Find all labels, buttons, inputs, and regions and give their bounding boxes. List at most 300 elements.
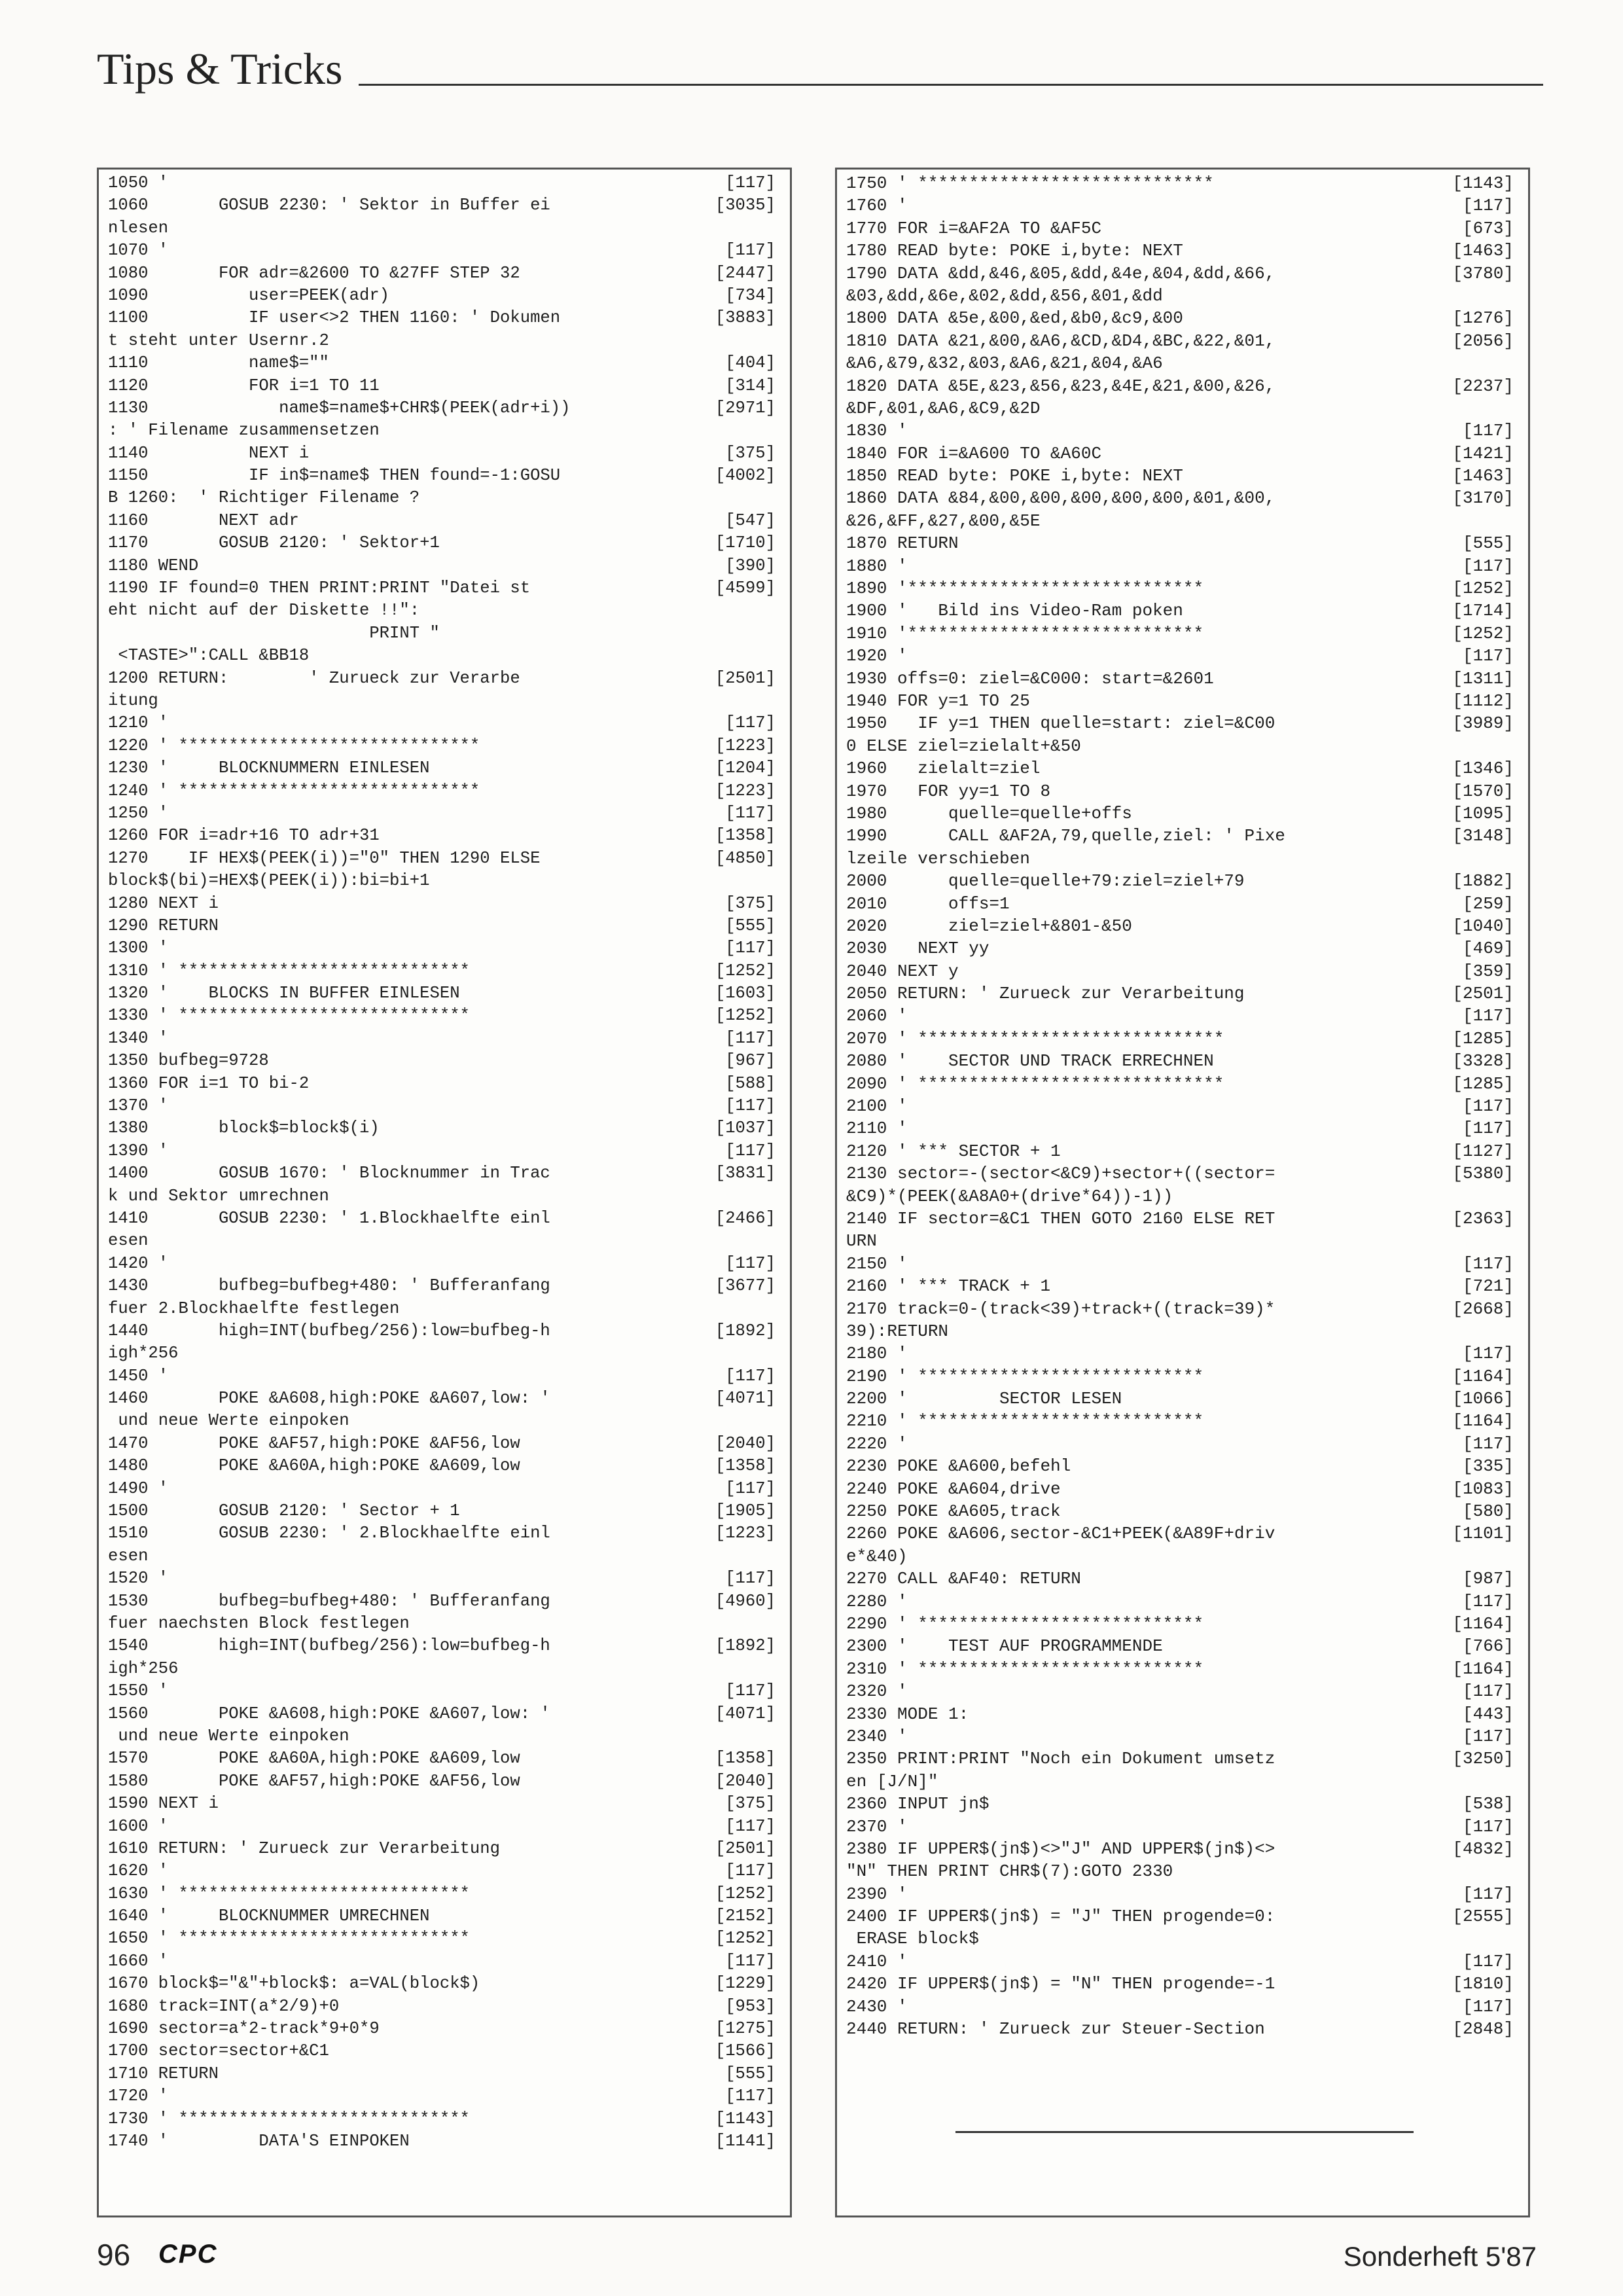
code-line (846, 1793, 1519, 1815)
code-text: 1350 bufbeg=9728 (108, 1051, 269, 1071)
checksum: [2040] (715, 1771, 776, 1791)
code-line (846, 577, 1519, 600)
checksum: [2152] (715, 1907, 776, 1926)
code-text: 1340 ' (108, 1028, 169, 1048)
code-line (846, 1635, 1519, 1657)
code-text: 1410 GOSUB 2230: ' 1.Blockhaelfte einl (108, 1208, 550, 1228)
code-text: 1710 RETURN (108, 2064, 219, 2083)
checksum: [117] (1462, 421, 1514, 441)
code-text: 1150 IF in$=name$ THEN found=-1:GOSU (108, 466, 561, 486)
listing-column-right (835, 168, 1530, 2217)
checksum: [117] (725, 1141, 776, 1160)
code-text: 1760 ' (846, 196, 908, 216)
code-line (846, 1275, 1519, 1297)
code-line (108, 1793, 781, 1815)
checksum: [2363] (1452, 1208, 1514, 1229)
code-line (108, 285, 781, 307)
code-line (108, 1816, 781, 1838)
checksum: [1463] (1452, 466, 1514, 486)
code-line (108, 1725, 781, 1748)
code-text: 1130 name$=name$+CHR$(PEEK(adr+i)) (108, 398, 571, 418)
code-line (846, 1140, 1519, 1162)
code-text: 2100 ' (846, 1096, 908, 1117)
code-text: 1700 sector=sector+&C1 (108, 2041, 329, 2061)
code-text: 2020 ziel=ziel+&801-&50 (846, 916, 1132, 936)
code-line (846, 1410, 1519, 1432)
checksum: [2501] (1452, 984, 1514, 1004)
code-text: 1640 ' BLOCKNUMMER UMRECHNEN (108, 1907, 430, 1926)
code-text: &03,&dd,&6e,&02,&dd,&56,&01,&dd (846, 285, 1163, 306)
code-text: 1510 GOSUB 2230: ' 2.Blockhaelfte einl (108, 1524, 550, 1543)
code-line (108, 1095, 781, 1117)
code-line (108, 1028, 781, 1050)
code-text: 1730 ' ***************************** (108, 2109, 470, 2128)
code-text: esen (108, 1546, 149, 1566)
code-line (846, 735, 1519, 757)
code-line (846, 1320, 1519, 1342)
code-line (846, 1973, 1519, 1995)
checksum: [117] (1462, 1951, 1514, 1971)
code-line (108, 1928, 781, 1950)
code-line (846, 1253, 1519, 1275)
checksum: [1603] (715, 984, 776, 1003)
code-text: 1200 RETURN: ' Zurueck zur Verarbe (108, 668, 520, 688)
code-line (846, 262, 1519, 285)
code-line (846, 1073, 1519, 1095)
code-line (108, 1388, 781, 1410)
checksum: [1346] (1452, 759, 1514, 779)
code-line (108, 1590, 781, 1613)
checksum: [2466] (715, 1208, 776, 1228)
checksum: [1463] (1452, 241, 1514, 261)
checksum: [117] (1462, 1344, 1514, 1364)
checksum: [375] (725, 893, 776, 913)
magazine-logo: CPC (158, 2240, 218, 2269)
checksum: [3328] (1452, 1051, 1514, 1071)
checksum: [1252] (1452, 579, 1514, 599)
checksum: [1276] (1452, 308, 1514, 329)
checksum: [1252] (715, 1929, 776, 1948)
code-line (846, 307, 1519, 329)
checksum: [1905] (715, 1501, 776, 1521)
code-text: 1220 ' ****************************** (108, 736, 480, 755)
code-line (108, 1996, 781, 2018)
checksum: [117] (1462, 1433, 1514, 1454)
checksum: [538] (1462, 1794, 1514, 1814)
code-line (108, 1680, 781, 1702)
code-line (846, 1996, 1519, 2018)
checksum: [1252] (715, 1006, 776, 1026)
code-line (108, 757, 781, 780)
code-line (108, 982, 781, 1005)
code-text: 2210 ' **************************** (846, 1411, 1204, 1431)
code-text: e*&40) (846, 1546, 908, 1566)
code-line (108, 1275, 781, 1297)
checksum: [1892] (715, 1636, 776, 1656)
checksum: [555] (1462, 533, 1514, 554)
code-text: und neue Werte einpoken (108, 1411, 349, 1431)
code-text: 2080 ' SECTOR UND TRACK ERRECHNEN (846, 1051, 1214, 1071)
checksum: [117] (725, 241, 776, 260)
code-text: 1860 DATA &84,&00,&00,&00,&00,&00,&01,&00, (846, 488, 1275, 509)
checksum: [117] (725, 1028, 776, 1048)
code-text: 1120 FOR i=1 TO 11 (108, 376, 380, 395)
checksum: [4832] (1452, 1839, 1514, 1859)
checksum: [3250] (1452, 1749, 1514, 1769)
code-line (108, 1635, 781, 1657)
code-text: 1480 POKE &A60A,high:POKE &A609,low (108, 1456, 520, 1476)
code-text: eht nicht auf der Diskette !!": (108, 601, 420, 620)
code-line (846, 848, 1519, 870)
code-line (108, 1478, 781, 1500)
code-line (108, 600, 781, 622)
checksum: [1143] (715, 2109, 776, 2128)
code-text: fuer 2.Blockhaelfte festlegen (108, 1299, 400, 1318)
code-text: 1960 zielalt=ziel (846, 759, 1041, 779)
checksum: [2848] (1452, 2019, 1514, 2039)
code-line (108, 735, 781, 757)
code-line (108, 330, 781, 352)
code-line (846, 802, 1519, 825)
code-line (108, 2063, 781, 2085)
code-line (846, 1478, 1519, 1500)
code-line (846, 690, 1519, 712)
checksum: [1143] (1452, 173, 1514, 193)
code-text: igh*256 (108, 1659, 179, 1678)
checksum: [117] (725, 173, 776, 192)
checksum: [1066] (1452, 1389, 1514, 1409)
checksum: [1882] (1452, 871, 1514, 891)
listing-column-left (97, 168, 792, 2217)
checksum: [1421] (1452, 443, 1514, 463)
code-line (846, 1860, 1519, 1882)
code-text: 1210 ' (108, 713, 169, 733)
code-text: 1880 ' (846, 556, 908, 576)
checksum: [2056] (1452, 331, 1514, 351)
checksum: [4002] (715, 466, 776, 486)
code-line (846, 937, 1519, 960)
checksum: [117] (725, 1096, 776, 1116)
code-text: 1100 IF user<>2 THEN 1160: ' Dokumen (108, 308, 561, 328)
code-line (108, 960, 781, 982)
code-text: lzeile verschieben (846, 848, 1030, 869)
code-line (108, 375, 781, 397)
checksum: [2237] (1452, 376, 1514, 396)
code-line (846, 1883, 1519, 1905)
checksum: [404] (725, 353, 776, 373)
code-line (108, 2108, 781, 2130)
code-text: 1940 FOR y=1 TO 25 (846, 691, 1030, 711)
code-text: 1080 FOR adr=&2600 TO &27FF STEP 32 (108, 263, 520, 283)
checksum: [117] (725, 1366, 776, 1386)
code-line (846, 1905, 1519, 1928)
checksum: [117] (1462, 1253, 1514, 1274)
code-line (846, 668, 1519, 690)
code-text: 1280 NEXT i (108, 893, 219, 913)
checksum: [1101] (1452, 1524, 1514, 1544)
code-text: 1310 ' ***************************** (108, 961, 470, 980)
code-text: 2340 ' (846, 1726, 908, 1746)
code-text: 2220 ' (846, 1433, 908, 1454)
checksum: [734] (725, 285, 776, 305)
checksum: [2668] (1452, 1299, 1514, 1319)
code-line (846, 622, 1519, 645)
code-line (108, 2018, 781, 2040)
code-text: &DF,&01,&A6,&C9,&2D (846, 398, 1041, 418)
code-line (846, 960, 1519, 982)
code-line (846, 893, 1519, 915)
code-line (108, 555, 781, 577)
code-text: B 1260: ' Richtiger Filename ? (108, 488, 420, 508)
code-text: 2190 ' **************************** (846, 1366, 1204, 1386)
code-text: 1870 RETURN (846, 533, 959, 554)
checksum: [117] (725, 939, 776, 958)
code-text: 2400 IF UPPER$(jn$) = "J" THEN progende=0: (846, 1907, 1275, 1927)
code-text: 2070 ' ****************************** (846, 1028, 1224, 1049)
code-text: 1520 ' (108, 1569, 169, 1588)
code-line (846, 1590, 1519, 1613)
code-line (108, 1522, 781, 1545)
code-line (846, 1208, 1519, 1230)
code-text: 2120 ' *** SECTOR + 1 (846, 1141, 1061, 1161)
code-line (846, 1298, 1519, 1320)
code-line (108, 1320, 781, 1342)
code-line (108, 2130, 781, 2153)
code-line (108, 1883, 781, 1905)
checksum: [469] (1462, 939, 1514, 959)
code-line (108, 2085, 781, 2108)
header-rule (359, 84, 1543, 86)
checksum: [1223] (715, 736, 776, 755)
code-text: 2330 MODE 1: (846, 1704, 969, 1724)
checksum: [953] (725, 1996, 776, 2016)
code-line (846, 420, 1519, 442)
checksum: [1892] (715, 1321, 776, 1340)
checksum: [2040] (715, 1433, 776, 1453)
checksum: [375] (725, 1794, 776, 1814)
code-line (108, 1365, 781, 1388)
code-text: 2420 IF UPPER$(jn$) = "N" THEN progende=-1 (846, 1974, 1275, 1994)
code-line (846, 172, 1519, 194)
code-line (846, 240, 1519, 262)
code-text: 1780 READ byte: POKE i,byte: NEXT (846, 241, 1183, 261)
checksum: [117] (725, 713, 776, 733)
checksum: [5380] (1452, 1164, 1514, 1184)
code-line (846, 1230, 1519, 1252)
checksum: [1141] (715, 2131, 776, 2151)
code-line (846, 375, 1519, 397)
checksum: [1112] (1452, 691, 1514, 711)
code-line (108, 1613, 781, 1635)
checksum: [1164] (1452, 1366, 1514, 1386)
checksum: [1037] (715, 1119, 776, 1138)
code-text: : ' Filename zusammensetzen (108, 421, 380, 440)
checksum: [3677] (715, 1276, 776, 1296)
code-line (108, 1950, 781, 1973)
code-text: 1290 RETURN (108, 916, 219, 935)
code-text: k und Sektor umrechnen (108, 1186, 329, 1206)
code-text: URN (846, 1231, 877, 1251)
checksum: [967] (725, 1051, 776, 1071)
checksum: [4960] (715, 1591, 776, 1611)
code-text: 1500 GOSUB 2120: ' Sector + 1 (108, 1501, 460, 1521)
code-text: 2350 PRINT:PRINT "Noch ein Dokument umsetz (846, 1749, 1275, 1769)
code-text: 2290 ' **************************** (846, 1614, 1204, 1634)
code-text: 1750 ' ***************************** (846, 173, 1214, 193)
checksum: [2971] (715, 398, 776, 418)
code-line (108, 1658, 781, 1680)
code-text: 1690 sector=a*2-track*9+0*9 (108, 2019, 380, 2039)
code-line (108, 645, 781, 667)
code-line (108, 1185, 781, 1208)
code-line (108, 668, 781, 690)
checksum: [4599] (715, 579, 776, 598)
code-text: t steht unter Usernr.2 (108, 331, 329, 350)
code-line (108, 1770, 781, 1793)
checksum: [1311] (1452, 668, 1514, 689)
checksum: [1223] (715, 781, 776, 800)
code-text: 1950 IF y=1 THEN quelle=start: ziel=&C00 (846, 713, 1275, 734)
code-text: 1800 DATA &5e,&00,&ed,&b0,&c9,&00 (846, 308, 1183, 329)
checksum: [117] (725, 1569, 776, 1588)
code-text: 1380 block$=block$(i) (108, 1119, 380, 1138)
code-text: 2140 IF sector=&C1 THEN GOTO 2160 ELSE RET (846, 1208, 1275, 1229)
checksum: [1714] (1452, 601, 1514, 621)
code-text: 1770 FOR i=&AF2A TO &AF5C (846, 218, 1102, 238)
checksum: [4850] (715, 848, 776, 868)
code-line (108, 1410, 781, 1432)
checksum: [2501] (715, 1839, 776, 1858)
code-text: 1090 user=PEEK(adr) (108, 285, 390, 305)
code-text: 1470 POKE &AF57,high:POKE &AF56,low (108, 1433, 520, 1453)
checksum: [117] (725, 1951, 776, 1971)
checksum: [1040] (1452, 916, 1514, 936)
code-line (108, 217, 781, 240)
checksum: [1570] (1452, 781, 1514, 801)
checksum: [1204] (715, 759, 776, 778)
code-line (108, 1230, 781, 1252)
code-text: 2390 ' (846, 1884, 908, 1904)
checksum: [1285] (1452, 1073, 1514, 1094)
code-text: 1910 '***************************** (846, 623, 1204, 643)
code-text: 2230 POKE &A600,befehl (846, 1456, 1071, 1477)
code-text: 1180 WEND (108, 556, 199, 575)
code-line (846, 1388, 1519, 1410)
code-text: 2380 IF UPPER$(jn$)<>"J" AND UPPER$(jn$)<> (846, 1839, 1275, 1859)
code-text: 2130 sector=-(sector<&C9)+sector+((sector= (846, 1164, 1275, 1184)
checksum: [766] (1462, 1636, 1514, 1657)
code-line (846, 712, 1519, 734)
checksum: [987] (1462, 1569, 1514, 1589)
code-text: <TASTE>":CALL &BB18 (108, 646, 310, 666)
code-text: 1970 FOR yy=1 TO 8 (846, 781, 1051, 801)
code-text: 1170 GOSUB 2120: ' Sektor+1 (108, 533, 440, 553)
code-text: 2440 RETURN: ' Zurueck zur Steuer-Section (846, 2019, 1265, 2039)
code-line (108, 532, 781, 554)
code-text: 1790 DATA &dd,&46,&05,&dd,&4e,&04,&dd,&66, (846, 263, 1275, 283)
checksum: [3170] (1452, 488, 1514, 509)
checksum: [1275] (715, 2019, 776, 2039)
code-line (108, 1342, 781, 1365)
code-text: 2160 ' *** TRACK + 1 (846, 1276, 1051, 1297)
code-text: 1580 POKE &AF57,high:POKE &AF56,low (108, 1771, 520, 1791)
code-line (108, 1073, 781, 1095)
code-text: igh*256 (108, 1344, 179, 1363)
code-text: 1930 offs=0: ziel=&C000: start=&2601 (846, 668, 1214, 689)
code-text: 1590 NEXT i (108, 1794, 219, 1814)
code-line (846, 285, 1519, 307)
code-line (846, 915, 1519, 937)
checksum: [555] (725, 2064, 776, 2083)
code-line (108, 1298, 781, 1320)
code-line (108, 1140, 781, 1162)
code-text: 1270 IF HEX$(PEEK(i))="0" THEN 1290 ELSE (108, 848, 541, 868)
checksum: [4071] (715, 1389, 776, 1408)
code-text: 1600 ' (108, 1816, 169, 1836)
checksum: [1710] (715, 533, 776, 553)
checksum: [2555] (1452, 1907, 1514, 1927)
code-text: 2300 ' TEST AUF PROGRAMMENDE (846, 1636, 1163, 1657)
code-text: 1570 POKE &A60A,high:POKE &A609,low (108, 1749, 520, 1768)
checksum: [3780] (1452, 263, 1514, 283)
code-text: 1330 ' ***************************** (108, 1006, 470, 1026)
checksum: [1358] (715, 1456, 776, 1476)
code-line (846, 757, 1519, 780)
code-line (846, 1522, 1519, 1545)
code-text: 1450 ' (108, 1366, 169, 1386)
code-line (846, 1095, 1519, 1117)
code-text: 1530 bufbeg=bufbeg+480: ' Bufferanfang (108, 1591, 550, 1611)
code-line (108, 915, 781, 937)
checksum: [588] (725, 1073, 776, 1093)
code-text: &A6,&79,&32,&03,&A6,&21,&04,&A6 (846, 353, 1163, 374)
code-text: 2060 ' (846, 1006, 908, 1026)
code-text: 1550 ' (108, 1681, 169, 1701)
code-text: 1610 RETURN: ' Zurueck zur Verarbeitung (108, 1839, 500, 1858)
code-line (846, 1545, 1519, 1568)
checksum: [117] (725, 2087, 776, 2106)
code-text: 2150 ' (846, 1253, 908, 1274)
checksum: [335] (1462, 1456, 1514, 1477)
code-text: nlesen (108, 218, 169, 238)
issue-label: Sonderheft 5'87 (1343, 2241, 1537, 2272)
checksum: [443] (1462, 1704, 1514, 1724)
code-line (846, 1365, 1519, 1388)
code-line (846, 532, 1519, 554)
code-text: 2370 ' (846, 1816, 908, 1837)
code-text: ERASE block$ (846, 1929, 979, 1949)
checksum: [1566] (715, 2041, 776, 2061)
code-text: 1540 high=INT(bufbeg/256):low=bufbeg-h (108, 1636, 550, 1656)
checksum: [314] (725, 376, 776, 395)
code-text: 2310 ' **************************** (846, 1659, 1204, 1679)
code-line (846, 510, 1519, 532)
code-line (846, 982, 1519, 1005)
code-line (108, 1748, 781, 1770)
checksum: [2447] (715, 263, 776, 283)
code-text: block$(bi)=HEX$(PEEK(i)):bi=bi+1 (108, 871, 430, 891)
code-text: 1820 DATA &5E,&23,&56,&23,&4E,&21,&00,&26, (846, 376, 1275, 396)
checksum: [117] (1462, 1726, 1514, 1746)
code-text: 2240 POKE &A604,drive (846, 1479, 1061, 1499)
code-line (846, 555, 1519, 577)
code-line (846, 1725, 1519, 1748)
code-line (846, 645, 1519, 667)
code-line (108, 1568, 781, 1590)
code-line (846, 194, 1519, 217)
code-text: 2280 ' (846, 1591, 908, 1611)
code-line (108, 712, 781, 734)
